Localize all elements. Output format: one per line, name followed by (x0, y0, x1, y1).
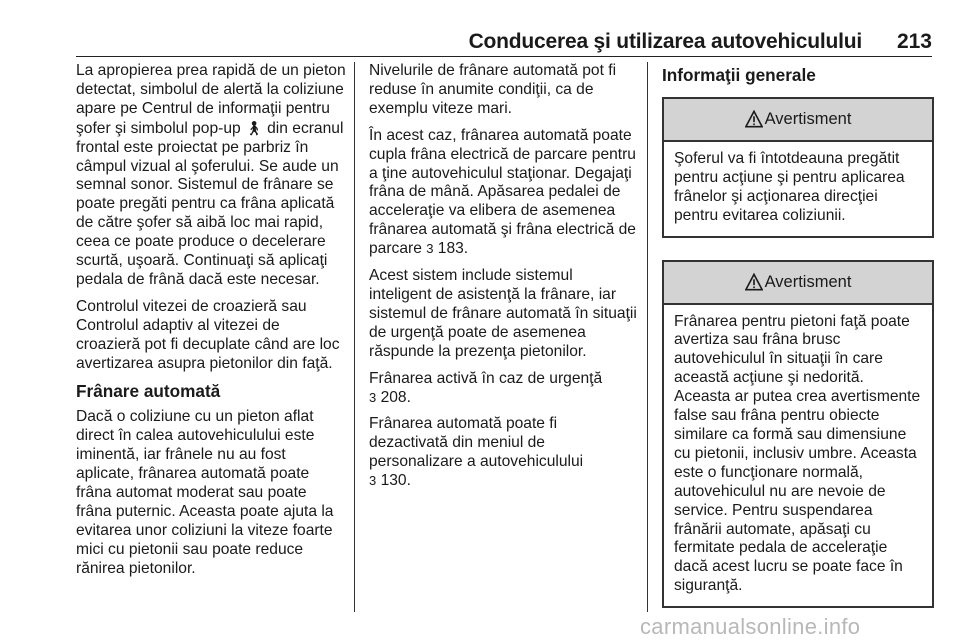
page-header (76, 30, 932, 57)
page-reference-link[interactable]: 130. (376, 472, 411, 490)
warning-triangle-icon (745, 110, 763, 128)
column-divider-1 (354, 62, 355, 612)
paragraph-braking-levels: Nivelurile de frânare automată pot fi reduse în anumite condiţii, ca de exemplu viteze mari. (369, 62, 617, 117)
warning-title: Avertisment (764, 272, 852, 291)
warning-box-header (664, 262, 932, 305)
warning-text: Frânarea pentru pietoni faţă poate avertiza sau frâna brusc autovehiculul în situaţii în care această acţiune şi nedorită. Aceasta ar putea crea avertismente false sau frâna pentru obiecte similare ca formă sau dimensiune cu pietonii, inclusiv umbre. Aceasta este o funcţionare normală, autovehiculul nu are nevoie de service. Pentru suspendarea frânării automate, apăsaţi cu fermitate pedala de acceleraţie dacă acest lucru se poate face în siguranţă. (674, 312, 921, 595)
page-reference-icon: 3 (426, 241, 434, 257)
page-title: Conducerea şi utilizarea autovehiculului (468, 30, 862, 53)
page-reference-link[interactable]: 208. (376, 388, 411, 406)
paragraph-pedestrian-alert: La apropierea prea rapidă de un pieton detectat, simbolul de alertă la coliziune apare pe Centrul de informaţii pentru şofer şi simbolul pop-up 🚶︎ din ecranul frontal este proiectat pe parbriz în câmpul vizual al şoferului. Se aude un semnal sonor. Sistemul de frânare se poate pregăti pentru ca frâna aplicată de către şofer să aibă loc mai rapid, ceea ce poate produce o decelerare scurtă, uşoară. Continuaţi să aplicaţi pedala de frână dacă este necesar. (76, 62, 346, 288)
warning-title: Avertisment (764, 109, 852, 128)
heading-general-information: Informaţii generale (662, 65, 816, 85)
paragraph-cruise-control: Controlul vitezei de croazieră sau Controlul adaptiv al vitezei de croazieră pot fi decuplate când are loc avertizarea asupra pietonilor din faţă. (76, 297, 340, 372)
paragraph-active-emergency-braking: Frânarea activă în caz de urgenţă 3 208. (369, 369, 603, 406)
warning-box-2 (662, 260, 934, 609)
page-reference-icon: 3 (369, 389, 377, 405)
watermark: carmanualsonline.info (640, 614, 861, 639)
warning-box-header (664, 99, 932, 142)
warning-triangle-icon (745, 273, 763, 291)
warning-text: Şoferul va fi întotdeauna pregătit pentru acţiune şi pentru aplicarea frânelor şi acţionarea direcţiei pentru evitarea coliziunii. (674, 149, 905, 224)
warning-box-1 (662, 97, 934, 238)
column-left (76, 62, 346, 587)
paragraph-intelligent-brake-assist: Acest sistem include sistemul inteligent de asistenţă la frânare, iar sistemul de frânare automată în situaţii de urgenţă poate de asemenea răspunde la prezenţa pietonilor. (369, 267, 637, 360)
column-divider-2 (647, 62, 648, 612)
page-reference-link[interactable]: 183. (433, 240, 469, 258)
paragraph-deactivation: Frânarea automată poate fi dezactivată din meniul de personalizare a autovehiculului 3 130. (369, 415, 584, 490)
heading-automatic-braking: Frânare automată (76, 380, 221, 401)
paragraph-parking-brake: În acest caz, frânarea automată poate cupla frâna electrică de parcare pentru a ţine autovehiculul staţionar. Degajaţi frâna de mână. Apăsarea pedalei de acceleraţie va elibera de asemenea frânarea automată şi frâna electrică de parcare 3 183. (369, 126, 636, 258)
page-number: 213 (896, 30, 932, 53)
paragraph-automatic-braking: Dacă o coliziune cu un pieton aflat direct în calea autovehiculului este iminentă, iar frânele nu au fost aplicate, frânarea automată poate frâna automat moderat sau poate frâna puternic. Aceasta poate ajuta la evitarea unor coliziuni la viteze foarte mici cu pietonii sau poate reduce rănirea pietonilor. (76, 408, 334, 577)
page-reference-icon: 3 (369, 473, 377, 489)
pedestrian-icon: 🚶︎ (245, 119, 263, 136)
column-middle (369, 62, 637, 499)
column-right (662, 62, 934, 630)
